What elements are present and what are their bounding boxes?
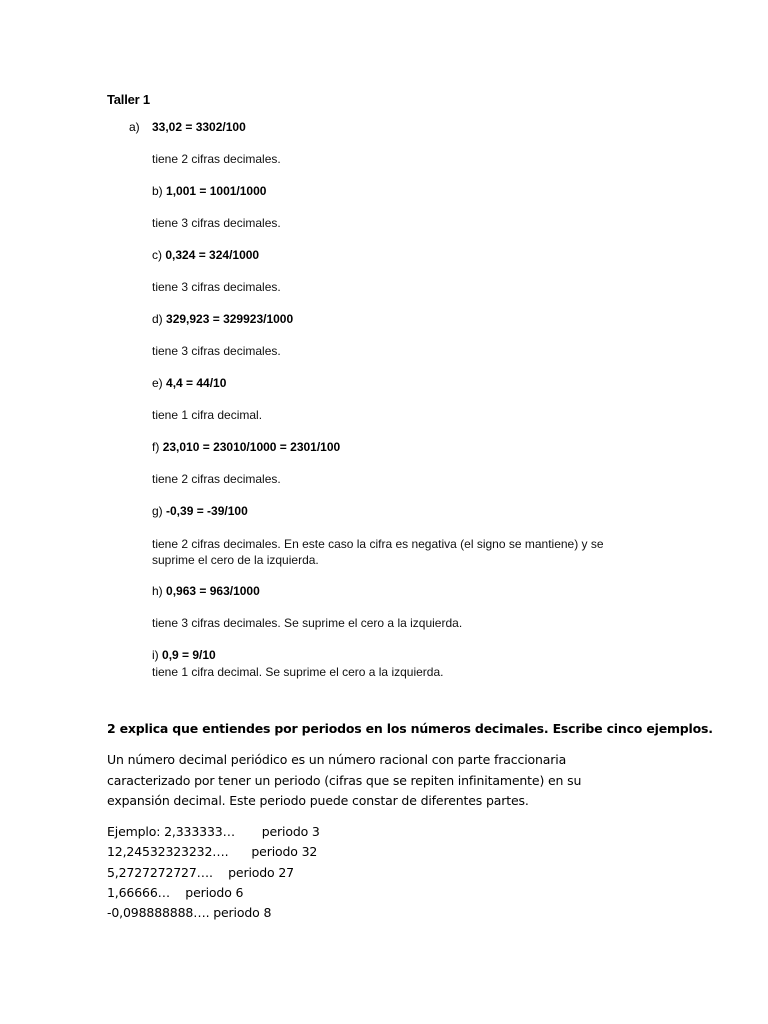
- answer-2-paragraph: Un número decimal periódico es un número racional con parte fraccionaria caracterizado por tener un periodo (cifras que se repiten infinitamente) en su expansión decimal. Este periodo puede constar de diferentes partes.: [107, 752, 582, 808]
- item-expression: -0,39 = -39/100: [166, 504, 248, 518]
- list-item: [107, 842, 320, 862]
- item-d-description: tiene 3 cifras decimales.: [152, 344, 281, 358]
- item-expression: 0,324 = 324/1000: [165, 248, 260, 262]
- example-period: periodo 3: [261, 824, 320, 839]
- item-g-heading: [152, 504, 248, 518]
- item-a-heading: [129, 120, 246, 134]
- list-item: [107, 883, 320, 903]
- item-h-description: tiene 3 cifras decimales. Se suprime el cero a la izquierda.: [152, 616, 463, 630]
- item-a-description: tiene 2 cifras decimales.: [152, 152, 281, 166]
- item-expression: 1,001 = 1001/1000: [166, 184, 267, 198]
- example-number: 1,66666…: [107, 884, 170, 900]
- example-period: periodo 8: [213, 905, 272, 921]
- item-i-description: tiene 1 cifra decimal. Se suprime el cero a la izquierda.: [152, 665, 444, 679]
- item-letter: f): [152, 440, 160, 454]
- example-number: 12,24532323232….: [107, 844, 229, 860]
- list-item: [107, 822, 320, 842]
- item-b-heading: [152, 184, 266, 198]
- list-item: [107, 863, 320, 883]
- item-expression: 23,010 = 23010/1000 = 2301/100: [162, 440, 341, 454]
- example-number: Ejemplo: 2,333333…: [107, 824, 235, 839]
- item-expression: 329,923 = 329923/1000: [166, 312, 294, 326]
- document-title: Taller 1: [107, 92, 150, 107]
- item-expression: 33,02 = 3302/100: [152, 120, 246, 134]
- item-g-description: tiene 2 cifras decimales. En este caso la cifra es negativa (el signo se mantiene) y se suprime el cero de la izquierda.: [152, 537, 604, 567]
- item-f-description: tiene 2 cifras decimales.: [152, 472, 281, 486]
- item-letter: d): [152, 312, 163, 326]
- item-i-heading: [152, 648, 216, 662]
- item-letter: e): [152, 376, 163, 390]
- examples-list: [107, 822, 320, 923]
- question-2-heading: 2 explica que entiendes por periodos en los números decimales. Escribe cinco ejemplos.: [107, 721, 713, 736]
- item-e-heading: [152, 376, 226, 390]
- item-letter: b): [152, 184, 163, 198]
- item-c-description: tiene 3 cifras decimales.: [152, 280, 281, 294]
- example-period: periodo 32: [251, 844, 318, 860]
- item-letter: g): [152, 504, 163, 518]
- item-letter: c): [152, 248, 162, 262]
- item-c-heading: [152, 248, 259, 262]
- item-d-heading: [152, 312, 293, 326]
- example-period: periodo 6: [185, 884, 244, 900]
- example-number: 5,2727272727….: [107, 864, 213, 880]
- item-expression: 0,963 = 963/1000: [166, 584, 260, 598]
- item-expression: 4,4 = 44/10: [166, 376, 227, 390]
- item-letter: h): [152, 584, 163, 598]
- example-number: -0,098888888….: [107, 905, 210, 921]
- item-h-heading: [152, 584, 260, 598]
- item-letter: a): [129, 120, 140, 134]
- item-b-description: tiene 3 cifras decimales.: [152, 216, 281, 230]
- item-expression: 0,9 = 9/10: [162, 648, 216, 662]
- item-letter: i): [152, 648, 159, 662]
- item-e-description: tiene 1 cifra decimal.: [152, 408, 263, 422]
- item-f-heading: [152, 440, 340, 454]
- list-item: [107, 903, 320, 923]
- example-period: periodo 27: [228, 864, 294, 880]
